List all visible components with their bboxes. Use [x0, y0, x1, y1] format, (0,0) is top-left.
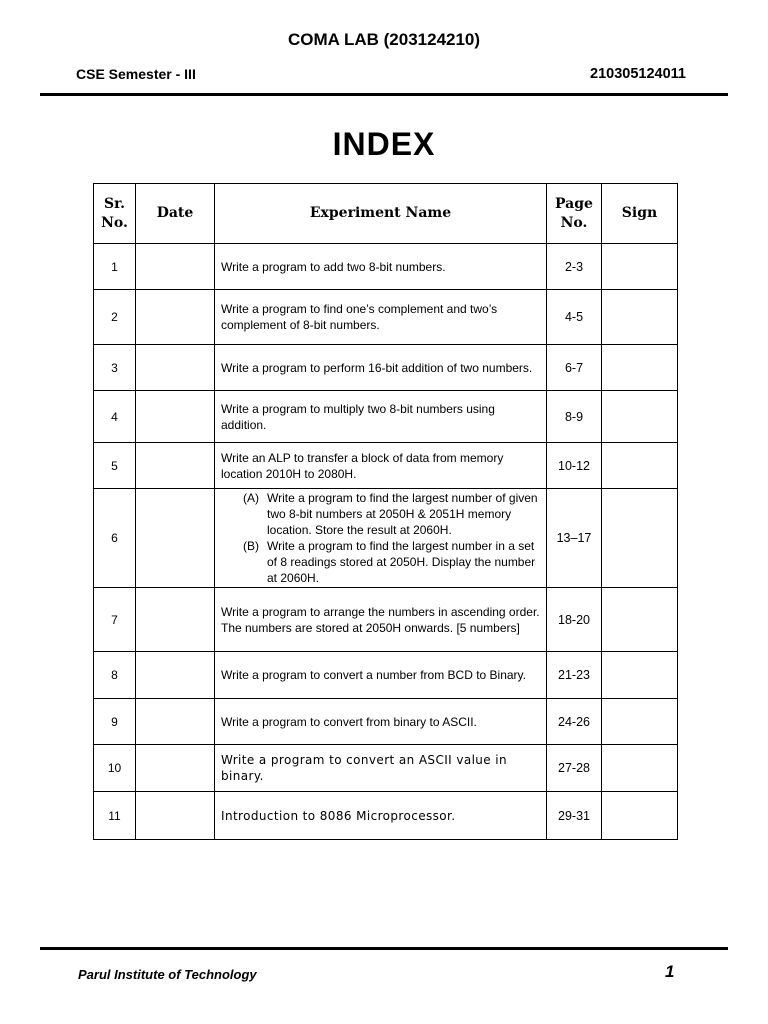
header-sr-no: Sr. No. [94, 184, 136, 244]
table-row [94, 699, 678, 745]
row-date [136, 652, 215, 699]
header-page-no: Page No. [547, 184, 602, 244]
index-table [93, 183, 678, 840]
header-experiment-name: Experiment Name [215, 184, 547, 244]
row-date [136, 792, 215, 840]
row-experiment-name: Write a program to multiply two 8-bit numbers using addition. [215, 391, 547, 443]
row-experiment-name [215, 489, 547, 588]
row-date [136, 345, 215, 391]
row-date [136, 244, 215, 290]
table-row [94, 792, 678, 840]
row-date [136, 699, 215, 745]
row-page: 21-23 [547, 652, 602, 699]
row-sr: 10 [94, 745, 136, 792]
row-experiment-name: Write a program to arrange the numbers in ascending order. The numbers are stored at 2050H onwards. [5 numbers] [215, 588, 547, 652]
row-sr: 11 [94, 792, 136, 840]
row-experiment-name: Write a program to add two 8-bit numbers. [215, 244, 547, 290]
row-sign [602, 244, 678, 290]
row-page: 10-12 [547, 443, 602, 489]
sub-item-label: (B) [243, 539, 259, 553]
row-sr: 9 [94, 699, 136, 745]
row-experiment-name: Write an ALP to transfer a block of data from memory location 2010H to 2080H. [215, 443, 547, 489]
table-row [94, 345, 678, 391]
table-row [94, 391, 678, 443]
row-sign [602, 745, 678, 792]
row-page: 18-20 [547, 588, 602, 652]
row-sign [602, 792, 678, 840]
row-date [136, 745, 215, 792]
row-page: 13–17 [547, 489, 602, 588]
table-row [94, 244, 678, 290]
semester-label: CSE Semester - III [76, 66, 196, 82]
header-date: Date [136, 184, 215, 244]
row-page: 27-28 [547, 745, 602, 792]
row-experiment-name: Write a program to perform 16-bit addition of two numbers. [215, 345, 547, 391]
sub-item [221, 538, 540, 586]
table-row [94, 652, 678, 699]
row-sign [602, 652, 678, 699]
page-title: INDEX [332, 126, 436, 162]
row-page: 29-31 [547, 792, 602, 840]
row-sign [602, 699, 678, 745]
row-page: 4-5 [547, 290, 602, 345]
row-experiment-name: Write a program to convert a number from BCD to Binary. [215, 652, 547, 699]
footer-rule [40, 947, 728, 950]
sub-item [221, 490, 540, 538]
row-sign [602, 489, 678, 588]
row-sr: 1 [94, 244, 136, 290]
enrollment-number: 210305124011 [590, 66, 686, 82]
row-date [136, 391, 215, 443]
sub-item-text: Write a program to find the largest number in a set of 8 readings stored at 2050H. Display the number at 2060H. [267, 539, 536, 585]
row-experiment-name: Write a program to convert from binary to ASCII. [215, 699, 547, 745]
row-date [136, 290, 215, 345]
row-date [136, 443, 215, 489]
row-sr: 2 [94, 290, 136, 345]
row-experiment-name: Write a program to convert an ASCII value in binary. [215, 745, 547, 792]
course-title: COMA LAB (203124210) [287, 30, 481, 49]
row-sr: 4 [94, 391, 136, 443]
row-sr: 3 [94, 345, 136, 391]
row-sr: 7 [94, 588, 136, 652]
row-experiment-name: Write a program to find one’s complement and two’s complement of 8-bit numbers. [215, 290, 547, 345]
table-row [94, 745, 678, 792]
sub-item-label: (A) [243, 491, 259, 505]
row-date [136, 588, 215, 652]
row-date [136, 489, 215, 588]
row-experiment-name: Introduction to 8086 Microprocessor. [215, 792, 547, 840]
row-sign [602, 443, 678, 489]
row-sign [602, 588, 678, 652]
row-sr: 8 [94, 652, 136, 699]
row-sign [602, 391, 678, 443]
table-row [94, 588, 678, 652]
row-sign [602, 290, 678, 345]
table-header-row [94, 184, 678, 244]
institute-name: Parul Institute of Technology [78, 967, 257, 982]
row-sr: 6 [94, 489, 136, 588]
row-page: 8-9 [547, 391, 602, 443]
table-row [94, 489, 678, 588]
header-rule [40, 93, 728, 96]
page-number: 1 [665, 962, 675, 981]
sub-item-text: Write a program to find the largest number of given two 8-bit numbers at 2050H & 2051H memory location. Store the result at 2060H. [267, 491, 538, 537]
row-sr: 5 [94, 443, 136, 489]
header-sign: Sign [602, 184, 678, 244]
table-row [94, 290, 678, 345]
row-page: 24-26 [547, 699, 602, 745]
row-page: 2-3 [547, 244, 602, 290]
table-row [94, 443, 678, 489]
row-sign [602, 345, 678, 391]
row-page: 6-7 [547, 345, 602, 391]
